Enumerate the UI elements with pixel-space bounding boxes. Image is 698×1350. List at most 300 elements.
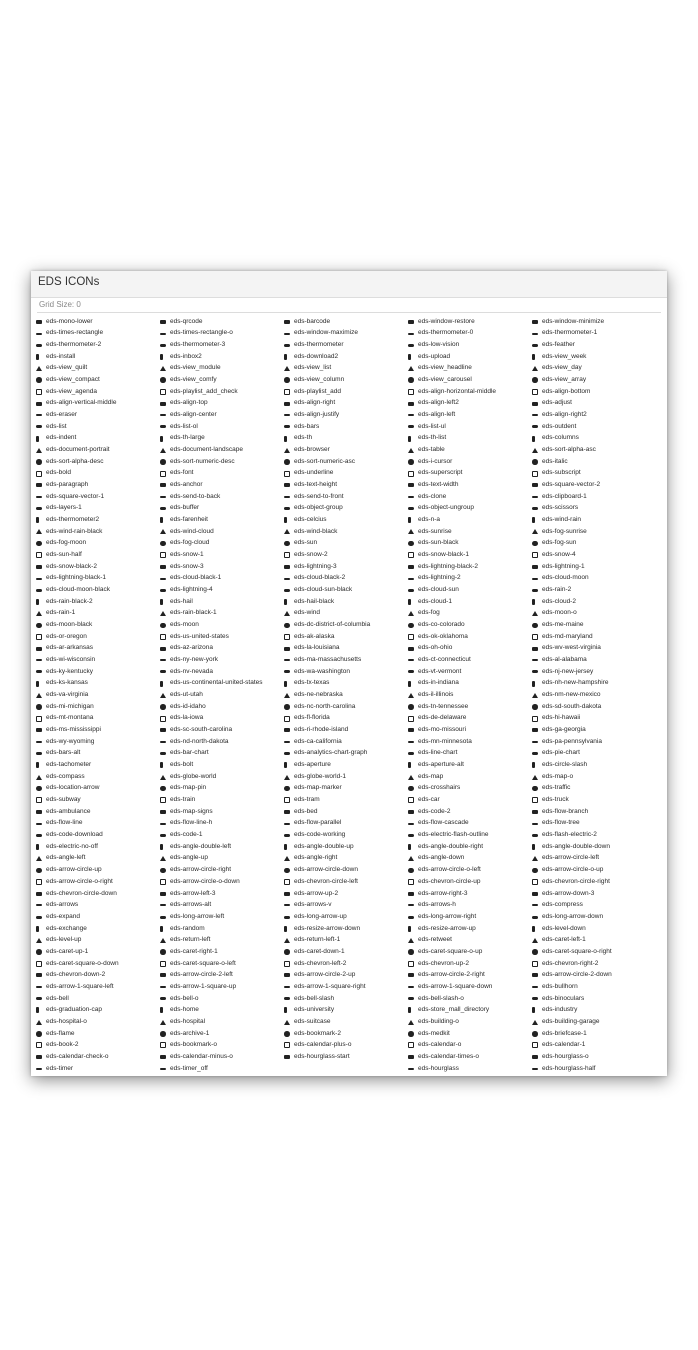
chevron-circle-up-icon: [408, 879, 418, 885]
icon-label: eds-flash-electric-2: [542, 831, 597, 839]
icon-list-item: [36, 958, 160, 970]
icon-list-item: [532, 666, 656, 678]
th-list-icon: [408, 436, 418, 442]
icon-label: eds-arrows: [46, 901, 79, 909]
icon-label: eds-view_quilt: [46, 364, 88, 372]
rain-black-2-icon: [36, 599, 46, 605]
icon-label: eds-hail-black: [294, 597, 335, 605]
icon-label: eds-angle-double-down: [542, 842, 610, 850]
icon-list-item: [408, 830, 532, 842]
icon-label: eds-in-indiana: [418, 679, 459, 687]
icon-list-item: [532, 456, 656, 468]
icon-label: eds-rain-black-1: [170, 609, 217, 617]
icon-list-item: [408, 923, 532, 935]
arrow-left-3-icon: [160, 892, 170, 896]
icon-list-item: [36, 806, 160, 818]
icon-list-item: [36, 374, 160, 386]
document-landscape-icon: [160, 448, 170, 453]
icon-list-item: [284, 444, 408, 456]
icon-label: eds-view_week: [542, 352, 587, 360]
window-minimize-icon: [532, 320, 542, 324]
icon-label: eds-sunrise: [418, 527, 452, 535]
lightning-black-2-icon: [408, 565, 418, 569]
icon-label: eds-moon-black: [46, 621, 93, 629]
icon-list-item: [160, 818, 284, 830]
icon-label: eds-return-left: [170, 936, 211, 944]
icon-label: eds-align-horizontal-middle: [418, 387, 497, 395]
icon-list-item: [532, 888, 656, 900]
icon-label: eds-cloud-moon: [542, 574, 589, 582]
icon-list-item: [284, 771, 408, 783]
icon-list-item: [284, 1028, 408, 1040]
icon-list-item: [532, 1016, 656, 1028]
tram-icon: [284, 797, 294, 803]
icon-list-item: [408, 970, 532, 982]
icon-label: eds-bolt: [170, 761, 194, 769]
icon-label: eds-lightning-4: [170, 586, 213, 594]
icon-label: eds-sort-numeric-asc: [294, 457, 356, 465]
return-left-1-icon: [284, 938, 294, 943]
icon-list-item: [284, 398, 408, 410]
icon-list-item: [36, 760, 160, 772]
al-alabama-icon: [532, 659, 542, 661]
icon-label: eds-ms-mississippi: [46, 726, 101, 734]
icon-list-item: [160, 958, 284, 970]
icon-label: eds-snow-4: [542, 551, 576, 559]
icon-list-item: [408, 643, 532, 655]
icon-list-item: [532, 444, 656, 456]
icon-list-item: [284, 783, 408, 795]
playlist-add-check-icon: [160, 389, 170, 395]
icon-label: eds-object-ungroup: [418, 504, 475, 512]
icon-list-item: [160, 549, 284, 561]
celcius-icon: [284, 517, 294, 523]
icon-label: eds-angle-double-left: [170, 842, 232, 850]
icon-label: eds-window-maximize: [294, 329, 358, 337]
icon-list-item: [36, 526, 160, 538]
icon-label: eds-de-delaware: [418, 714, 467, 722]
icon-list-item: [532, 608, 656, 620]
icon-label: eds-nd-north-dakota: [170, 737, 229, 745]
angle-double-left-icon: [160, 844, 170, 850]
pa-pennsylvania-icon: [532, 741, 542, 743]
icon-list-item: [284, 981, 408, 993]
caret-right-1-icon: [160, 949, 170, 955]
icon-list-item: [284, 654, 408, 666]
bookmark-2-icon: [284, 1031, 294, 1037]
icon-label: eds-train: [170, 796, 196, 804]
icon-label: eds-mo-missouri: [418, 726, 467, 734]
icon-list-item: [408, 619, 532, 631]
icon-label: eds-celcius: [294, 516, 327, 523]
ct-connecticut-icon: [408, 659, 418, 661]
arrow-circle-o-right-icon: [36, 879, 46, 885]
icon-list-item: [532, 760, 656, 772]
view-comfy-icon: [160, 377, 170, 383]
icon-label: eds-ak-alaska: [294, 632, 335, 640]
icon-list-item: [532, 958, 656, 970]
icon-label: eds-graduation-cap: [46, 1006, 103, 1014]
icon-list-item: [284, 339, 408, 351]
thermometer-icon: [284, 344, 294, 347]
view-module-icon: [160, 366, 170, 371]
icon-list-item: [160, 619, 284, 631]
align-top-icon: [160, 402, 170, 406]
ut-utah-icon: [160, 693, 170, 698]
icon-list-item: [160, 748, 284, 760]
icon-list-item: [160, 1063, 284, 1075]
fog-sun-icon: [532, 541, 542, 547]
md-maryland-icon: [532, 634, 542, 640]
wind-icon: [284, 611, 294, 616]
icon-label: eds-arrow-circle-o-down: [170, 877, 240, 885]
icon-label: eds-building-o: [418, 1017, 459, 1025]
icon-label: eds-view_agenda: [46, 387, 97, 395]
icon-list-item: [532, 1005, 656, 1017]
icon-list-item: [284, 946, 408, 958]
snow-black-2-icon: [36, 565, 46, 569]
icon-list-item: [408, 795, 532, 807]
icon-label: eds-resize-arrow-up: [418, 924, 476, 932]
icon-list-item: [160, 678, 284, 690]
line-chart-icon: [408, 752, 418, 755]
icon-list-item: [284, 666, 408, 678]
icon-list-item: [160, 444, 284, 456]
icon-label: eds-view_comfy: [170, 375, 217, 383]
expand-icon: [36, 916, 46, 919]
icon-list-item: [408, 328, 532, 340]
view-agenda-icon: [36, 389, 46, 395]
icon-list-item: [532, 386, 656, 398]
icon-label: eds-ri-rhode-island: [294, 726, 349, 734]
icon-list-item: [532, 526, 656, 538]
icon-label: eds-map-o: [542, 772, 574, 780]
icon-label: eds-angle-down: [418, 854, 465, 862]
icon-label: eds-snow-black-1: [418, 551, 469, 559]
icon-list-item: [408, 981, 532, 993]
icon-list-item: [532, 538, 656, 550]
cloud-sun-icon: [408, 589, 418, 592]
bell-o-icon: [160, 997, 170, 1000]
icon-label: eds-align-left: [418, 410, 456, 418]
icon-list-item: [408, 806, 532, 818]
icon-label: eds-map-pin: [170, 784, 207, 792]
icon-list-item: [532, 421, 656, 433]
icon-list-item: [160, 398, 284, 410]
font-icon: [160, 471, 170, 477]
icon-list-item: [284, 374, 408, 386]
icon-label: eds-oh-ohio: [418, 644, 453, 652]
view-carousel-icon: [408, 377, 418, 383]
icon-label: eds-chevron-circle-left: [294, 877, 358, 885]
bell-slash-icon: [284, 997, 294, 1000]
icon-list-item: [408, 409, 532, 421]
icon-list-item: [532, 514, 656, 526]
icon-list-item: [532, 561, 656, 573]
underline-icon: [284, 471, 294, 477]
list-icon: [36, 425, 46, 428]
icon-label: eds-ny-new-york: [170, 656, 219, 664]
fog-icon: [408, 611, 418, 616]
icon-label: eds-code-1: [170, 831, 203, 839]
snow-2-icon: [284, 552, 294, 558]
icon-list-item: [408, 748, 532, 760]
nv-nevada-icon: [160, 670, 170, 673]
icon-label: eds-playlist_add: [294, 387, 341, 395]
arrow-circle-2-up-icon: [284, 973, 294, 977]
view-headline-icon: [408, 366, 418, 371]
chevron-up-2-icon: [408, 961, 418, 967]
icon-label: eds-pie-chart: [542, 749, 580, 757]
icon-list-item: [284, 619, 408, 631]
rain-2-icon: [532, 589, 542, 592]
icon-list-item: [532, 643, 656, 655]
snow-3-icon: [160, 565, 170, 569]
icon-label: eds-map: [418, 772, 444, 780]
circle-slash-icon: [532, 762, 542, 768]
icon-label: eds-subscript: [542, 469, 581, 477]
square-vector-2-icon: [532, 483, 542, 487]
list-ul-icon: [408, 425, 418, 428]
icon-label: eds-arrow-circle-o-up: [542, 866, 604, 874]
nm-new-mexico-icon: [532, 693, 542, 698]
send-to-back-icon: [160, 496, 170, 498]
arrow-circle-right-icon: [160, 868, 170, 874]
ky-kentucky-icon: [36, 670, 46, 673]
icon-label: eds-arrows-h: [418, 901, 456, 909]
icon-list-item: [284, 456, 408, 468]
icon-list-item: [160, 561, 284, 573]
hourglass-icon: [408, 1068, 418, 1070]
icon-label: eds-industry: [542, 1006, 578, 1014]
icon-label: eds-circle-slash: [542, 761, 588, 769]
icon-label: eds-crosshairs: [418, 784, 461, 792]
university-icon: [284, 1007, 294, 1013]
icon-list-item: [532, 596, 656, 608]
rain-black-1-icon: [160, 611, 170, 616]
icon-label: eds-flow-parallel: [294, 819, 342, 827]
icon-list-item: [408, 1016, 532, 1028]
icon-list-item: [160, 596, 284, 608]
icon-list-item: [36, 363, 160, 375]
icon-label: eds-align-bottom: [542, 387, 591, 395]
icon-list-item: [160, 876, 284, 888]
view-list-icon: [284, 366, 294, 371]
arrow-circle-o-up-icon: [532, 868, 542, 874]
icon-label: eds-flow-tree: [542, 819, 580, 827]
icon-list-item: [532, 876, 656, 888]
icon-label: eds-qrcode: [170, 317, 203, 325]
ok-oklahoma-icon: [408, 634, 418, 640]
icon-label: eds-globe-world-1: [294, 772, 347, 780]
icon-list-item: [160, 631, 284, 643]
compress-icon: [532, 904, 542, 906]
icon-label: eds-truck: [542, 796, 569, 804]
icon-column: [160, 316, 284, 1075]
icon-list-item: [284, 363, 408, 375]
icon-list-item: [408, 841, 532, 853]
icon-label: eds-mi-michigan: [46, 702, 94, 710]
icon-list-item: [160, 456, 284, 468]
sort-alpha-desc-icon: [36, 459, 46, 465]
icon-list-item: [36, 888, 160, 900]
icon-label: eds-superscript: [418, 469, 463, 477]
icon-label: eds-view_array: [542, 375, 587, 383]
car-icon: [408, 797, 418, 803]
hospital-o-icon: [36, 1020, 46, 1025]
resize-arrow-up-icon: [408, 926, 418, 932]
bars-alt-icon: [36, 752, 46, 755]
icon-list-item: [160, 526, 284, 538]
icon-list-item: [408, 596, 532, 608]
arrow-circle-up-icon: [36, 868, 46, 874]
icon-label: eds-rain-black-2: [46, 597, 93, 605]
cloud-sun-black-icon: [284, 589, 294, 592]
icon-list-item: [284, 409, 408, 421]
icon-list-item: [36, 690, 160, 702]
icon-list-item: [532, 409, 656, 421]
icon-label: eds-arrow-circle-right: [170, 866, 232, 874]
traffic-icon: [532, 786, 542, 792]
icon-label: eds-fog-moon: [46, 539, 87, 547]
icon-label: eds-globe-world: [170, 772, 217, 780]
divider: [37, 312, 661, 313]
icon-label: eds-arrow-1-square-up: [170, 982, 237, 990]
dc-district-of-columbia-icon: [284, 623, 294, 629]
icon-list-item: [284, 584, 408, 596]
icon-list-item: [36, 853, 160, 865]
icon-list-item: [36, 351, 160, 363]
icon-list-item: [284, 1040, 408, 1052]
icon-list-item: [408, 958, 532, 970]
mn-minnesota-icon: [408, 741, 418, 743]
chevron-circle-left-icon: [284, 879, 294, 885]
icon-label: eds-table: [418, 445, 445, 453]
icon-list-item: [408, 386, 532, 398]
align-right2-icon: [532, 414, 542, 416]
icon-list-item: [408, 876, 532, 888]
icon-list-item: [408, 654, 532, 666]
code-1-icon: [160, 834, 170, 837]
icon-label: eds-la-louisiana: [294, 644, 340, 652]
building-garage-icon: [532, 1020, 542, 1025]
icon-list-item: [532, 865, 656, 877]
graduation-cap-icon: [36, 1007, 46, 1013]
icon-list-item: [408, 444, 532, 456]
icon-label: eds-playlist_add_check: [170, 387, 238, 395]
icon-list-item: [532, 970, 656, 982]
icon-label: eds-briefcase-1: [542, 1029, 587, 1037]
caret-square-o-up-icon: [408, 949, 418, 955]
icon-label: eds-caret-left-1: [542, 936, 586, 944]
icon-label: eds-nj-new-jersey: [542, 667, 594, 675]
cloud-moon-icon: [532, 578, 542, 580]
icon-label: eds-wind-black: [294, 527, 338, 535]
fog-cloud-icon: [160, 541, 170, 547]
icon-list-item: [160, 830, 284, 842]
icon-list-item: [160, 608, 284, 620]
icon-label: eds-hourglass-half: [542, 1064, 596, 1072]
icon-label: eds-fog-sun: [542, 539, 577, 547]
icon-list-item: [284, 608, 408, 620]
icon-list-item: [532, 830, 656, 842]
building-o-icon: [408, 1020, 418, 1025]
icon-label: eds-thermometer-0: [418, 329, 474, 337]
caret-up-1-icon: [36, 949, 46, 955]
icon-list-item: [408, 526, 532, 538]
icon-label: eds-cloud-black-2: [294, 574, 346, 582]
icon-list-item: [532, 584, 656, 596]
icon-list-item: [284, 1016, 408, 1028]
calendar-minus-o-icon: [160, 1055, 170, 1059]
or-oregon-icon: [36, 634, 46, 640]
icon-label: eds-sort-numeric-desc: [170, 457, 235, 465]
icon-label: eds-fog-sunrise: [542, 527, 587, 535]
sort-numeric-desc-icon: [160, 459, 170, 465]
icon-label: eds-ma-massachusetts: [294, 656, 362, 664]
icon-label: eds-electric-flash-outline: [418, 831, 489, 839]
la-louisiana-icon: [284, 647, 294, 651]
icon-label: eds-hail: [170, 597, 193, 605]
icon-label: eds-ks-kansas: [46, 679, 88, 687]
icon-label: eds-arrow-circle-down: [294, 866, 358, 874]
icon-label: eds-caret-right-1: [170, 947, 218, 955]
icon-label: eds-moon-o: [542, 609, 577, 617]
icon-list-item: [284, 561, 408, 573]
sd-south-dakota-icon: [532, 704, 542, 710]
bell-slash-o-icon: [408, 997, 418, 1000]
cloud-moon-black-icon: [36, 589, 46, 592]
icon-label: eds-snow-3: [170, 562, 204, 570]
icon-label: eds-cloud-1: [418, 597, 452, 605]
icon-label: eds-inbox2: [170, 352, 202, 360]
icon-label: eds-cloud-moon-black: [46, 586, 110, 594]
icon-label: eds-hospital-o: [46, 1017, 87, 1025]
icon-label: eds-us-continental-united-states: [170, 679, 263, 687]
bell-icon: [36, 997, 46, 1000]
icon-list-item: [160, 993, 284, 1005]
fog-sunrise-icon: [532, 529, 542, 534]
icon-label: eds-exchange: [46, 924, 87, 932]
icon-label: eds-sort-alpha-desc: [46, 457, 104, 465]
i-cursor-icon: [408, 459, 418, 465]
globe-world-1-icon: [284, 775, 294, 780]
icon-list-item: [36, 736, 160, 748]
icon-list-item: [160, 316, 284, 328]
in-indiana-icon: [408, 681, 418, 687]
icon-list-item: [408, 316, 532, 328]
vt-vermont-icon: [408, 670, 418, 673]
ar-arkansas-icon: [36, 647, 46, 651]
arrow-1-square-up-icon: [160, 986, 170, 988]
icon-label: eds-th-list: [418, 434, 447, 442]
icon-label: eds-compress: [542, 901, 583, 909]
icon-list-item: [36, 561, 160, 573]
globe-world-icon: [160, 775, 170, 780]
icon-list-item: [160, 654, 284, 666]
icon-list-item: [532, 619, 656, 631]
pie-chart-icon: [532, 752, 542, 755]
icon-label: eds-sun-black: [418, 539, 459, 547]
icon-list-item: [160, 386, 284, 398]
icon-list-item: [532, 468, 656, 480]
times-rectangle-icon: [36, 333, 46, 335]
icon-list-item: [408, 491, 532, 503]
icon-label: eds-mt-montana: [46, 714, 94, 722]
icon-label: eds-archive-1: [170, 1029, 210, 1037]
icon-list-item: [532, 1028, 656, 1040]
square-vector-1-icon: [36, 496, 46, 498]
